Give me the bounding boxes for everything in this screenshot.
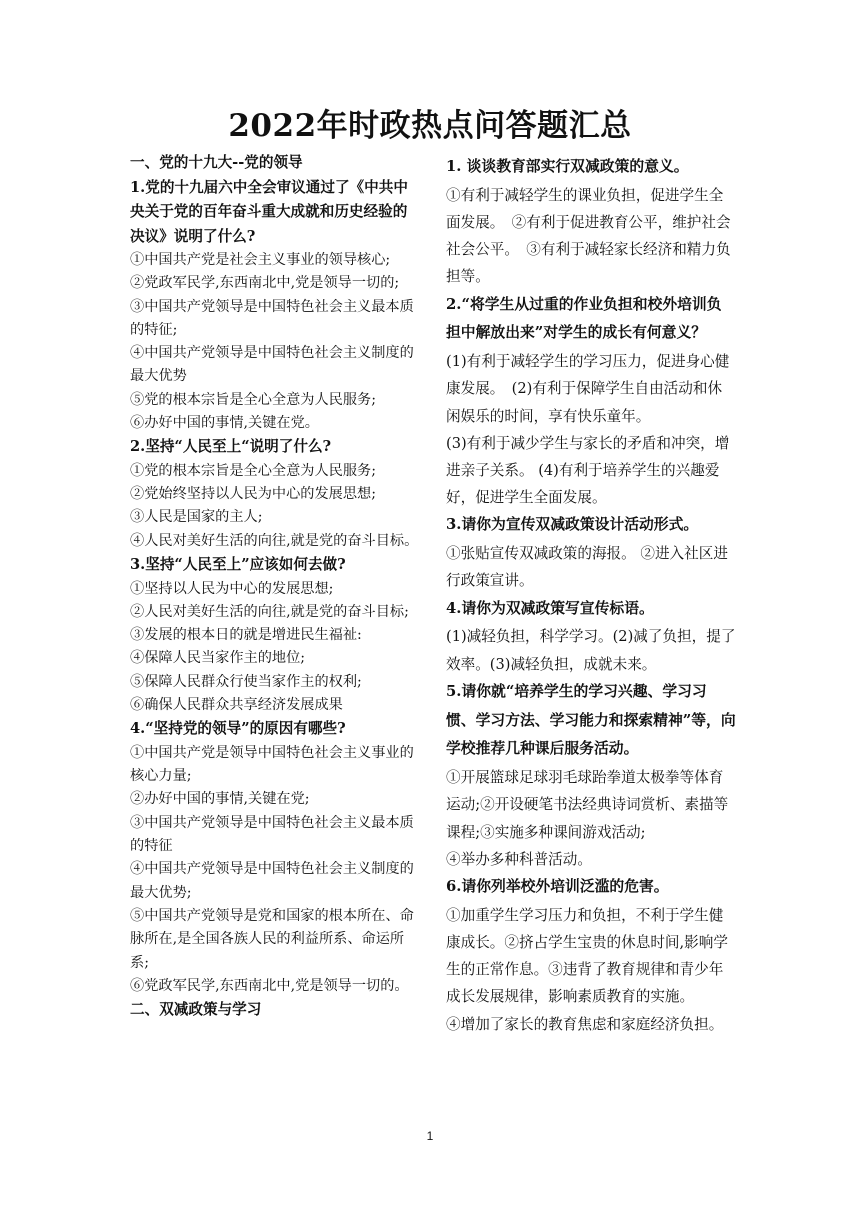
answer-paragraph: ④举办多种科普活动。 — [446, 850, 592, 868]
answer-paragraph: ⑥确保人民群众共享经济发展成果 — [130, 697, 343, 714]
answer-paragraph: ①中国共产党是社会主义事业的领导核心; — [130, 252, 391, 268]
answer-paragraph: (1)减轻负担，科学学习。(2)减了负担，提了效率。(3)减轻负担，成就未来。 — [446, 628, 736, 673]
question-heading: 3.坚持“人民至上”应该如何去做? — [130, 556, 346, 574]
question-heading: 6.请你列举校外培训泛滥的危害。 — [446, 878, 669, 896]
answer-paragraph: (3)有利于减少学生与家长的矛盾和冲突，增进亲子关系。 (4)有利于培养学生的兴趣爱好，促进学生全面发展。 — [446, 434, 730, 507]
section-heading: 一、党的十九大--党的领导 — [130, 154, 303, 171]
answer-paragraph: ③人民是国家的主人; — [130, 509, 263, 526]
answer-paragraph: ①中国共产党是领导中国特色社会主义事业的核心力量; — [130, 744, 414, 785]
page-number: 1 — [426, 1129, 434, 1143]
question-heading: 5.请你就“培养学生的学习兴趣、学习习惯、学习方法、学习能力和探索精神”等，向学校推荐几种课后服务活动。 — [446, 682, 736, 758]
question-heading: 4.请你为双减政策写宣传标语。 — [446, 599, 654, 617]
answer-paragraph: ③发展的根本日的就是增进民生福祉: — [130, 627, 362, 644]
question-heading: 1. 谈谈教育部实行双减政策的意义。 — [446, 158, 689, 175]
answer-paragraph: ④中国共产党领导是中国特色社会主义制度的最大优势 — [130, 345, 414, 385]
section-heading: 二、双减政策与学习 — [130, 1001, 262, 1019]
answer-paragraph: ②党政军民学,东西南北中,党是领导一切的; — [130, 275, 400, 292]
right-column — [446, 153, 736, 1038]
answer-paragraph: ①有利于减轻学生的课业负担，促进学生全面发展。 ②有利于促进教育公平，维护社会社会公平。 ③有利于减轻家长经济和精力负担等。 — [446, 186, 731, 286]
answer-paragraph: ④人民对美好生活的向往,就是党的奋斗目标。 — [130, 532, 419, 549]
answer-paragraph: ①张贴宣传双减政策的海报。 ②进入社区进行政策宣讲。 — [446, 545, 728, 590]
answer-paragraph: (1)有利于减轻学生的学习压力，促进身心健康发展。 (2)有利于保障学生自由活动和休闲娱乐的时间，享有快乐童年。 — [446, 353, 730, 425]
answer-paragraph: ⑤保障人民群众行使当家作主的权利; — [130, 673, 362, 690]
answer-paragraph: ④保障人民当家作主的地位; — [130, 650, 306, 667]
answer-paragraph: ③中国共产党领导是中国特色社会主义最本质的特征; — [130, 298, 414, 338]
answer-paragraph: ①加重学生学习压力和负担，不利于学生健康成长。②挤占学生宝贵的休息时间,影响学生的正常作息。③违背了教育规律和青少年成长发展规律，影响素质教育的实施。 — [446, 906, 728, 1006]
answer-paragraph: ⑤党的根本宗旨是全心全意为人民服务; — [130, 391, 376, 408]
question-heading: 2.坚持“人民至上“说明了什么? — [130, 438, 332, 456]
answer-paragraph: ①坚持以人民为中心的发展思想; — [130, 580, 334, 597]
answer-paragraph: ①党的根本宗旨是全心全意为人民服务; — [130, 462, 376, 479]
question-heading: 1.党的十九届六中全会审议通过了《中共中央关于党的百年奋斗重大成就和历史经验的决议》说明了什么? — [130, 178, 408, 245]
answer-paragraph: ⑥党政军民学,东西南北中,党是领导一切的。 — [130, 977, 409, 994]
answer-paragraph: ②人民对美好生活的向往,就是党的奋斗目标; — [130, 603, 409, 620]
question-heading: 2.“将学生从过重的作业负担和校外培训负担中解放出来”对学生的成长有何意义？ — [446, 295, 722, 342]
left-column — [130, 151, 420, 1023]
answer-paragraph: ④增加了家长的教育焦虑和家庭经济负担。 — [446, 1015, 724, 1033]
answer-paragraph: ①开展篮球足球羽毛球跆拳道太极拳等体育运动;②开设硬笔书法经典诗词赏析、素描等课程;③实施多种课间游戏活动; — [446, 769, 729, 841]
document-title: 2022年时政热点问答题汇总 — [228, 108, 632, 144]
answer-paragraph: ⑥办好中国的事情,关键在党。 — [130, 415, 319, 432]
question-heading: 3.请你为宣传双减政策设计活动形式。 — [446, 516, 699, 534]
answer-paragraph: ③中国共产党领导是中国特色社会主义最本质的特征 — [130, 814, 414, 855]
answer-paragraph: ②办好中国的事情,关键在党; — [130, 791, 310, 808]
answer-paragraph: ④中国共产党领导是中国特色社会主义制度的最大优势; — [130, 861, 414, 901]
question-heading: 4.“坚持党的领导”的原因有哪些? — [130, 720, 346, 738]
answer-paragraph: ②党始终坚持以人民为中心的发展思想; — [130, 486, 376, 503]
answer-paragraph: ⑤中国共产党领导是党和国家的根本所在、命脉所在,是全国各族人民的利益所系、命运所系; — [130, 907, 414, 971]
